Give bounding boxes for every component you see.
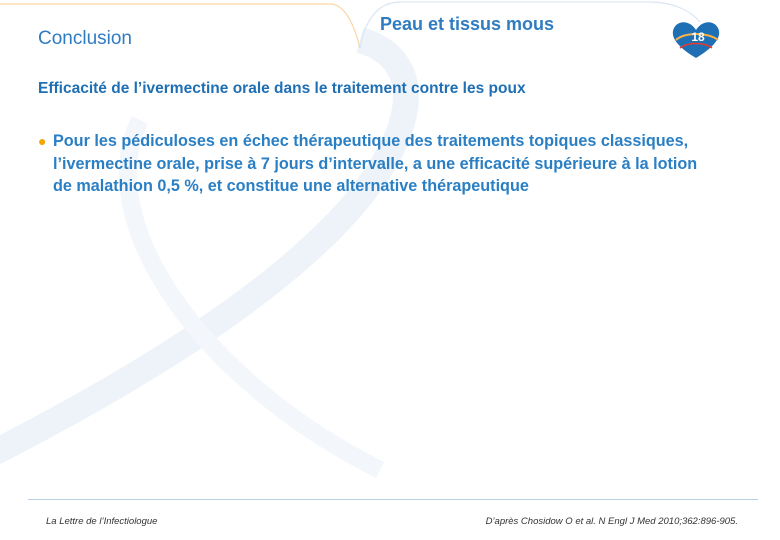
- footer-journal: La Lettre de l’Infectiologue: [46, 516, 158, 527]
- bullet-dot-icon: ●: [38, 133, 47, 149]
- topic-title: Peau et tissus mous: [380, 14, 555, 34]
- bullet-item: [38, 130, 718, 198]
- section-label: Conclusion: [38, 28, 132, 49]
- page-number: 18: [691, 30, 705, 44]
- slide-subtitle: Efficacité de l’ivermectine orale dans le traitement contre les poux: [38, 80, 526, 97]
- bullet-text: Pour les pédiculoses en échec thérapeutique des traitements topiques classiques, l’ivermectine orale, prise à 7 jours d’intervalle, a une efficacité supérieure à la lotion de malathion 0,5 %, et constitue une alternative thérapeutique: [53, 132, 698, 195]
- footer-reference: D’après Chosidow O et al. N Engl J Med 2010;362:896-905.: [485, 516, 738, 527]
- footer-divider: [28, 499, 758, 500]
